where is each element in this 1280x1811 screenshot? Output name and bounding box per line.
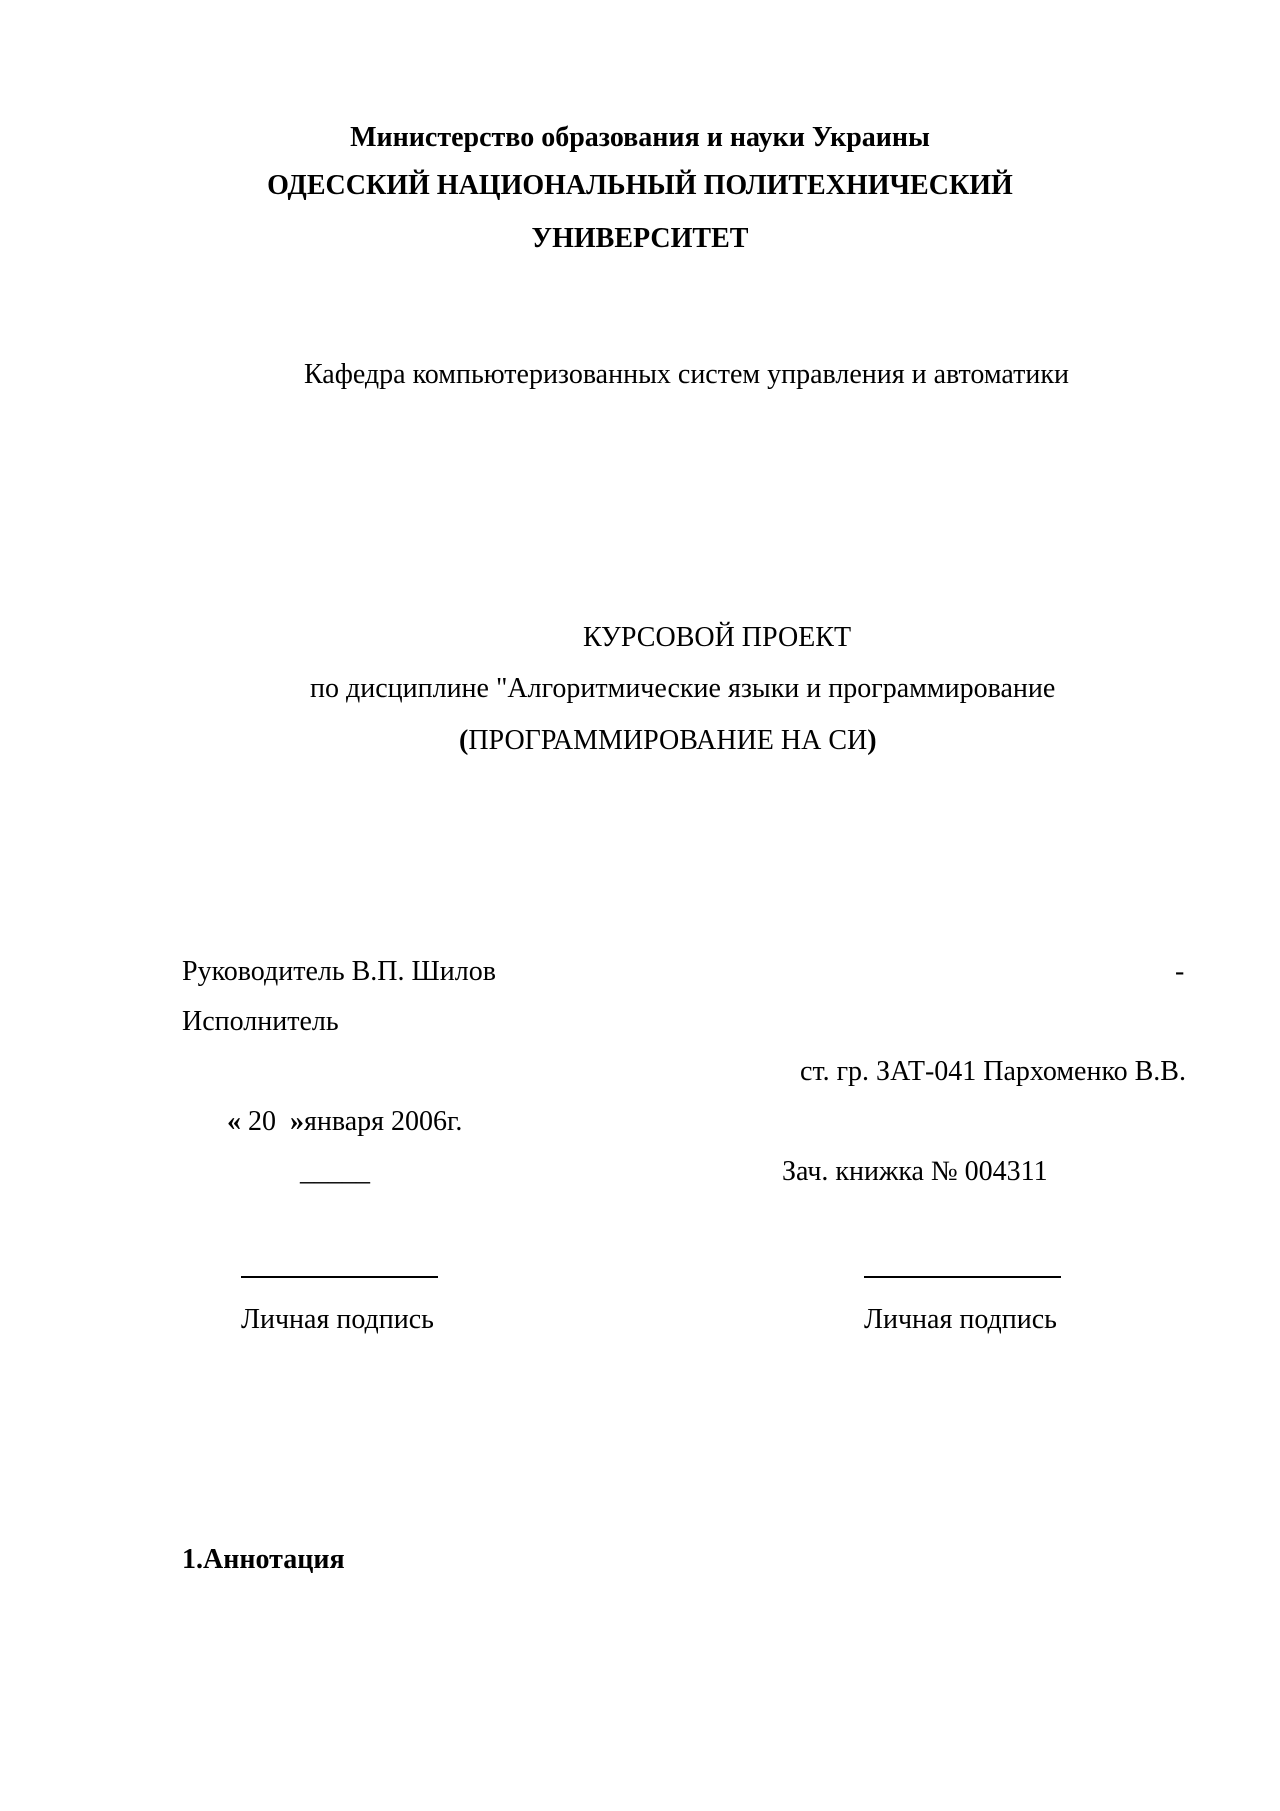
supervisor-dash: - bbox=[1175, 956, 1185, 987]
right-signature-label: Личная подпись bbox=[864, 1304, 1057, 1335]
executor-group: ст. гр. ЗАТ-041 Пархоменко В.В. bbox=[800, 1056, 1186, 1087]
date-underline: _____ bbox=[300, 1156, 370, 1187]
date-day: 20 bbox=[248, 1106, 276, 1137]
project-type: КУРСОВОЙ ПРОЕКТ bbox=[582, 622, 852, 653]
subtitle-open-paren: ( bbox=[459, 725, 469, 756]
university-title-line1: ОДЕССКИЙ НАЦИОНАЛЬНЫЙ ПОЛИТЕХНИЧЕСКИЙ bbox=[267, 170, 1013, 201]
record-book-number: Зач. книжка № 004311 bbox=[782, 1156, 1048, 1187]
left-signature-label: Личная подпись bbox=[241, 1304, 434, 1335]
date-line bbox=[227, 1105, 462, 1139]
supervisor-line: Руководитель В.П. Шилов bbox=[182, 956, 496, 987]
left-signature-line bbox=[241, 1276, 438, 1278]
subtitle-close-paren: ) bbox=[867, 725, 877, 756]
university-title-line2: УНИВЕРСИТЕТ bbox=[531, 223, 749, 254]
executor-label: Исполнитель bbox=[182, 1006, 339, 1037]
subtitle-text: ПРОГРАММИРОВАНИЕ НА СИ bbox=[468, 725, 868, 756]
date-open-quote: « bbox=[227, 1106, 241, 1137]
date-close-quote: » bbox=[290, 1106, 304, 1137]
project-subtitle bbox=[459, 724, 877, 758]
annotation-heading: 1.Аннотация bbox=[182, 1544, 345, 1575]
right-signature-line bbox=[864, 1276, 1061, 1278]
date-rest: января 2006г. bbox=[304, 1106, 463, 1137]
project-discipline: по дисциплине "Алгоритмические языки и программирование bbox=[310, 673, 1056, 704]
ministry-title: Министерство образования и науки Украины bbox=[350, 122, 930, 153]
department-name: Кафедра компьютеризованных систем управления и автоматики bbox=[304, 359, 1069, 390]
